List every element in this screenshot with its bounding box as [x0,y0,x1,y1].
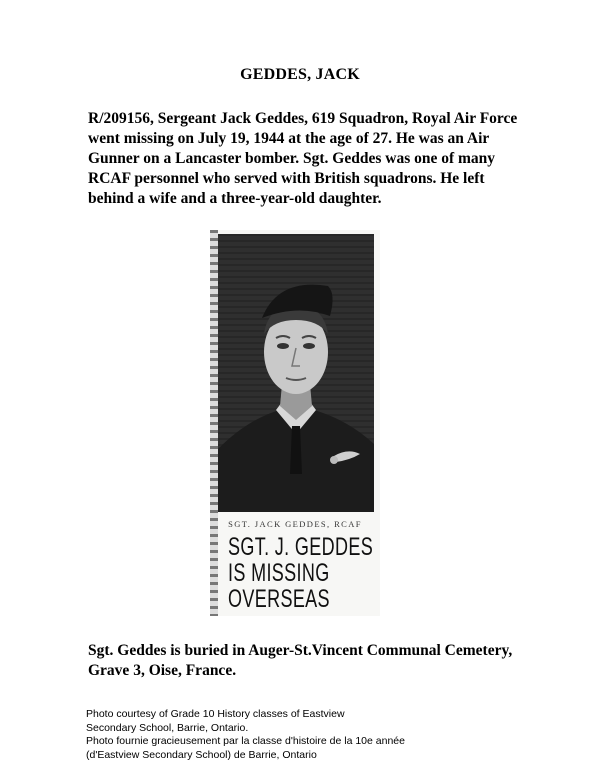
credit-line: Photo fournie gracieusement par la classe d'histoire de la 10e année [86,735,405,747]
headline-line: OVERSEAS [228,585,330,613]
page-title: GEDDES, JACK [240,66,360,83]
credit-line: Photo courtesy of Grade 10 History classes of Eastview [86,708,345,720]
newspaper-clipping [210,230,380,616]
photo-caption: SGT. JACK GEDDES, RCAF [228,519,362,529]
credit-line: (d'Eastview Secondary School) de Barrie, Ontario [86,748,317,761]
headline-line: IS MISSING [228,559,330,587]
credit-line: Secondary School, Barrie, Ontario. [86,721,249,734]
headline-line: SGT. J. GEDDES [228,533,374,561]
portrait-photo [218,234,374,512]
burial-paragraph: Sgt. Geddes is buried in Auger-St.Vincent Communal Cemetery, Grave 3, Oise, France. [88,642,513,679]
photo-credits [86,708,526,762]
clipping-headline [228,533,374,613]
portrait-illustration [218,234,374,512]
biography-paragraph: R/209156, Sergeant Jack Geddes, 619 Squadron, Royal Air Force went missing on July 19, 1944 at the age of 27. He was an Air Gunner on a Lancaster bomber. Sgt. Geddes was one of many RCAF personnel who served with British squadrons. He left behind a wife and a three-year-old daughter. [88,110,518,207]
clipping-edge [210,230,218,616]
